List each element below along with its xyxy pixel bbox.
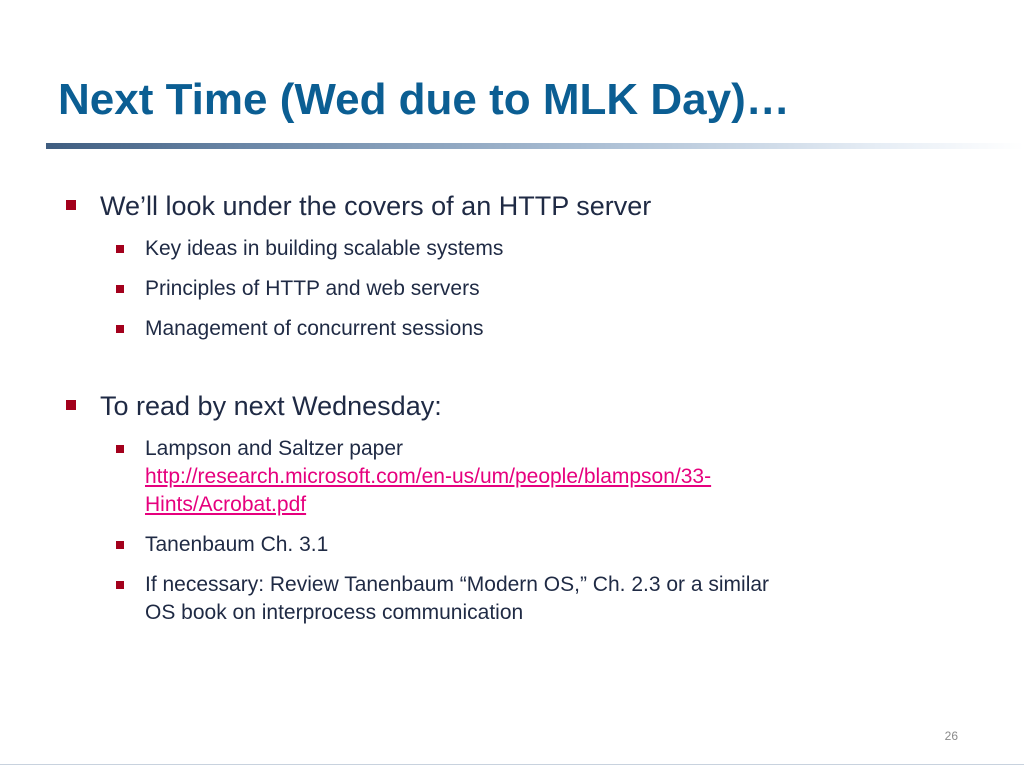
- bullet-level2: [60, 235, 960, 263]
- bullet-level2: [60, 435, 960, 519]
- bullet-text: Tanenbaum Ch. 3.1: [145, 533, 329, 556]
- footer-line: [0, 764, 1024, 765]
- square-bullet-icon: [116, 325, 124, 333]
- title-underline: [46, 143, 1024, 149]
- slide-title: Next Time (Wed due to MLK Day)…: [58, 75, 790, 124]
- bullet-text-line: OS book on interprocess communication: [145, 601, 524, 624]
- square-bullet-icon: [116, 285, 124, 293]
- bullet-text: To read by next Wednesday:: [100, 391, 442, 421]
- bullet-level1: [60, 190, 960, 222]
- bullet-text: We’ll look under the covers of an HTTP server: [100, 191, 652, 221]
- bullet-text: Lampson and Saltzer paper: [145, 437, 403, 460]
- square-bullet-icon: [116, 245, 124, 253]
- square-bullet-icon: [66, 200, 76, 210]
- bullet-level2: [60, 571, 960, 627]
- square-bullet-icon: [116, 541, 124, 549]
- bullet-text: Principles of HTTP and web servers: [145, 277, 480, 300]
- bullet-level2: [60, 275, 960, 303]
- square-bullet-icon: [66, 400, 76, 410]
- bullet-text-line: If necessary: Review Tanenbaum “Modern OS,” Ch. 2.3 or a similar: [145, 573, 770, 596]
- paper-link[interactable]: http://research.microsoft.com/en-us/um/people/blampson/33-: [145, 465, 712, 488]
- square-bullet-icon: [116, 581, 124, 589]
- square-bullet-icon: [116, 445, 124, 453]
- bullet-text: Key ideas in building scalable systems: [145, 237, 504, 260]
- page-number: 26: [944, 729, 958, 743]
- slide-content: [60, 190, 960, 627]
- bullet-level1: [60, 390, 960, 422]
- bullet-level2: [60, 531, 960, 559]
- bullet-level2: [60, 315, 960, 343]
- paper-link-continued[interactable]: Hints/Acrobat.pdf: [145, 493, 307, 516]
- bullet-text: Management of concurrent sessions: [145, 317, 484, 340]
